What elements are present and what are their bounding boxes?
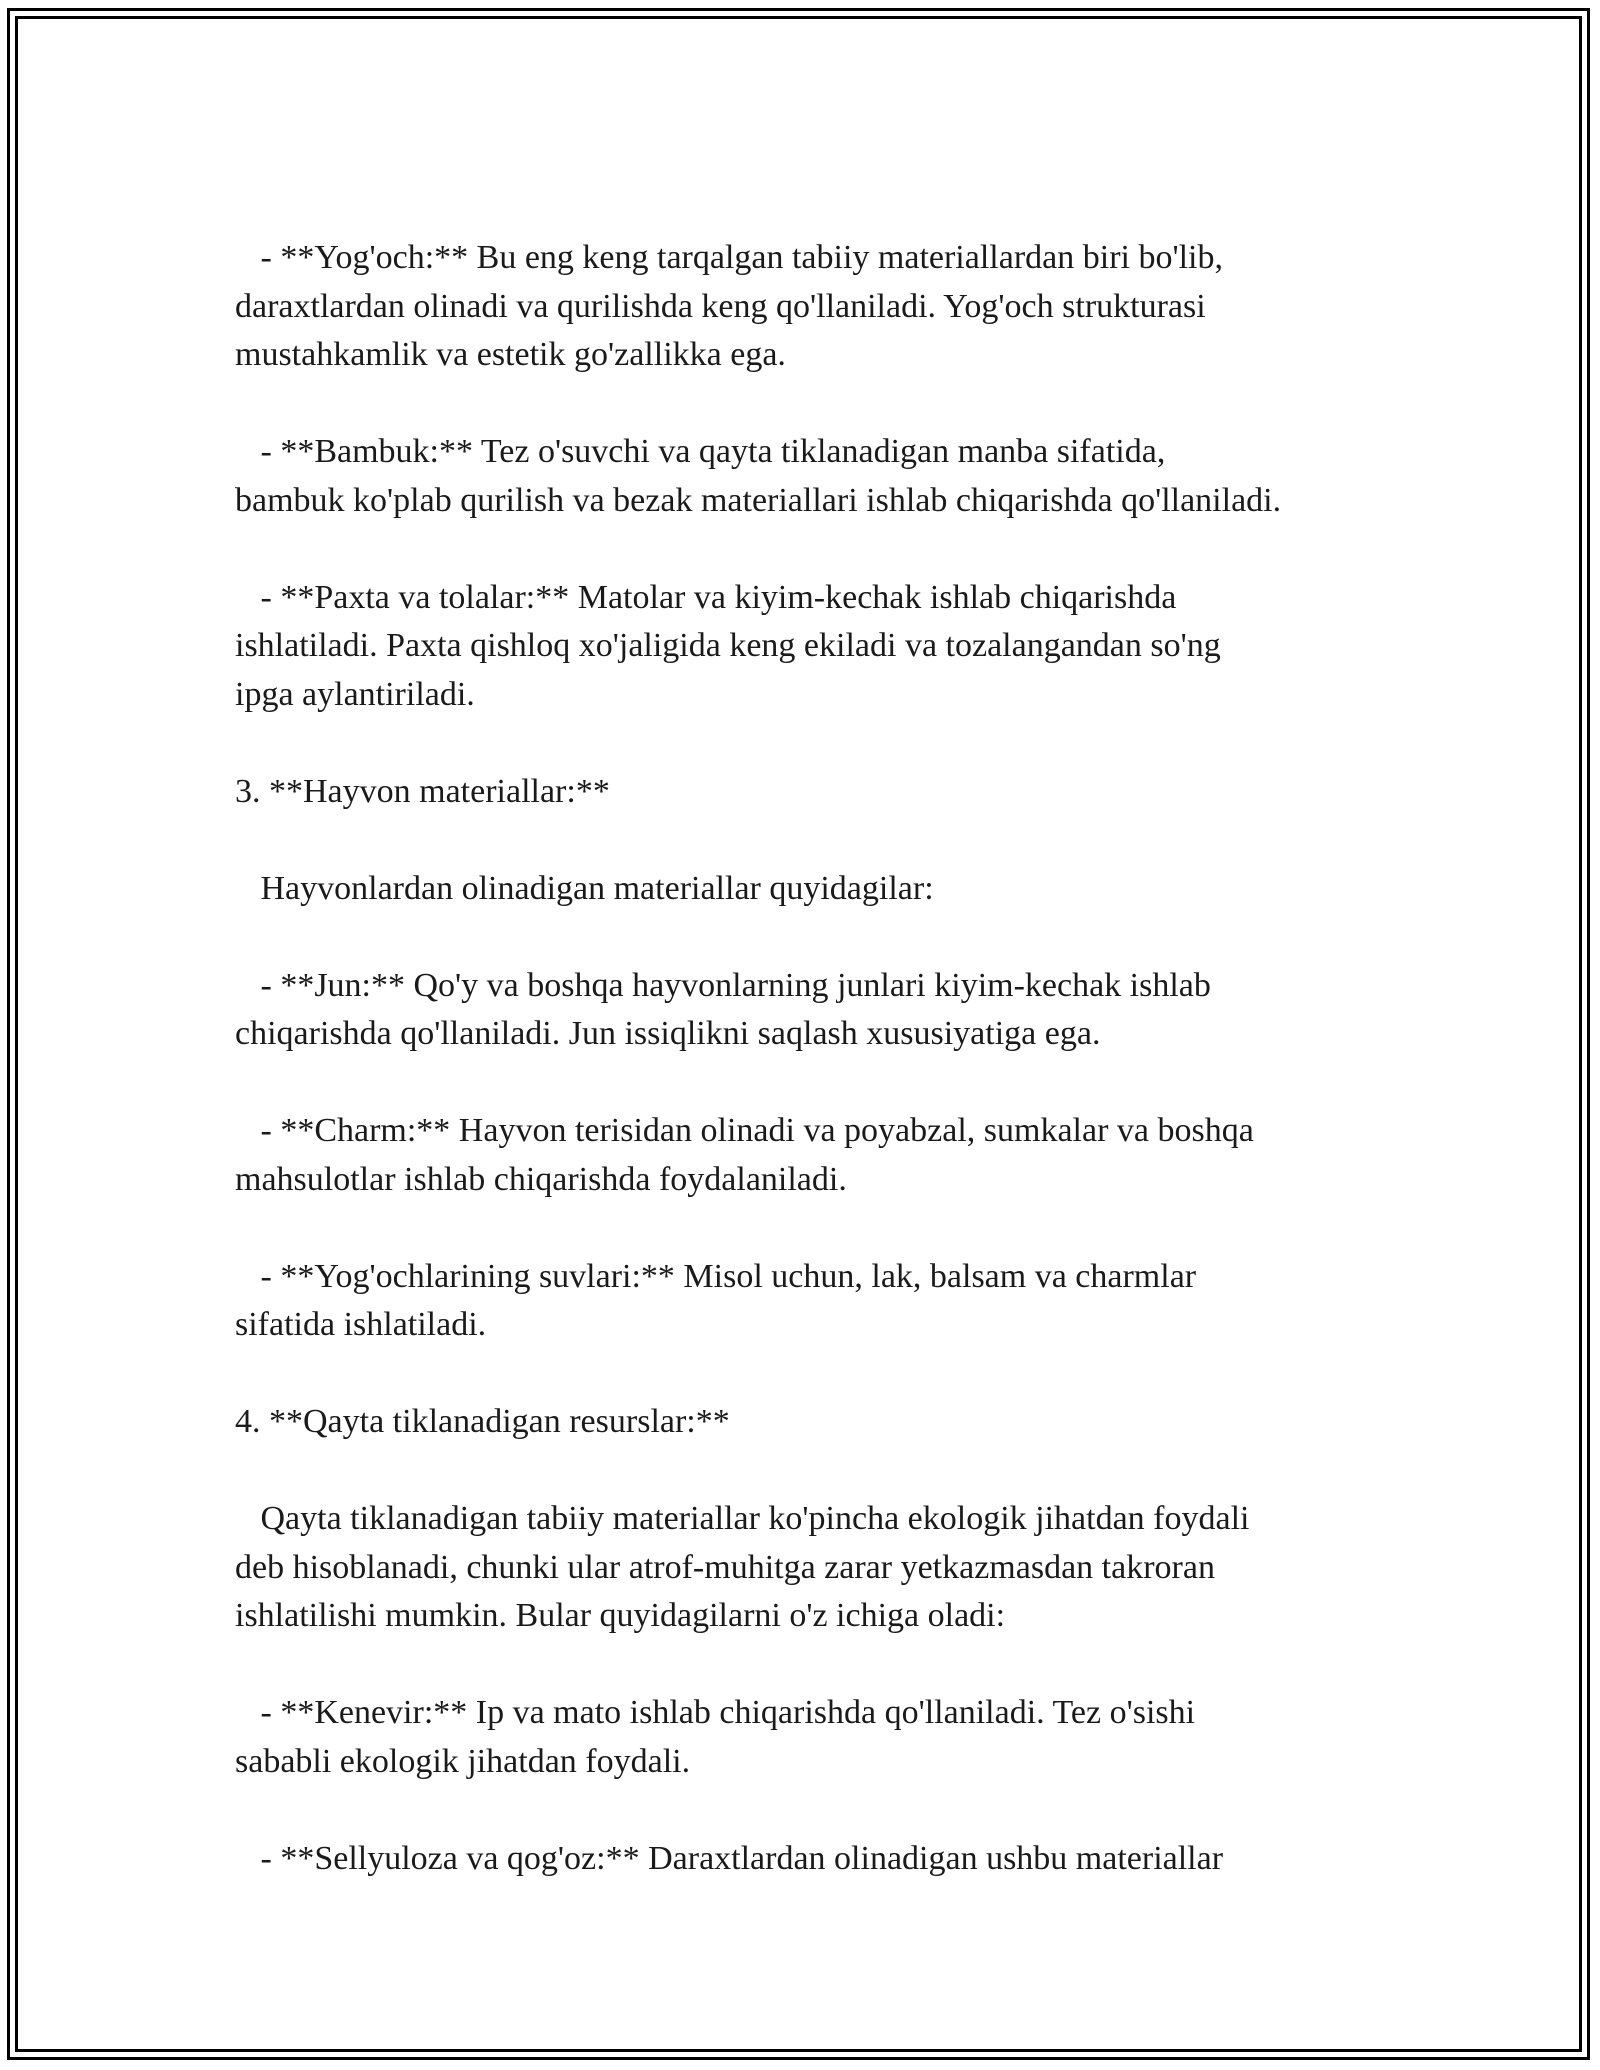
text-line: Qayta tiklanadigan tabiiy materiallar ko'pincha ekologik jihatdan foydali	[235, 1500, 1250, 1537]
document-body	[235, 234, 1385, 1883]
document-paragraph	[235, 234, 1385, 380]
document-paragraph	[235, 1835, 1385, 1884]
text-line: 4. **Qayta tiklanadigan resurslar:**	[235, 1403, 730, 1440]
document-paragraph	[235, 1253, 1385, 1350]
text-line: chiqarishda qo'llaniladi. Jun issiqlikni saqlash xususiyatiga ega.	[235, 1015, 1101, 1052]
text-line: - **Paxta va tolalar:** Matolar va kiyim-kechak ishlab chiqarishda	[235, 578, 1177, 616]
text-line: 3. **Hayvon materiallar:**	[235, 772, 610, 810]
document-paragraph	[235, 1398, 1385, 1447]
text-line: daraxtlardan olinadi va qurilishda keng qo'llaniladi. Yog'och strukturasi	[235, 287, 1206, 325]
document-paragraph	[235, 962, 1385, 1059]
text-line: - **Bambuk:** Tez o'suvchi va qayta tiklanadigan manba sifatida,	[235, 433, 1166, 470]
text-line: ipga aylantiriladi.	[235, 675, 475, 713]
document-paragraph	[235, 1107, 1385, 1204]
text-line: sifatida ishlatiladi.	[235, 1306, 487, 1343]
text-line: - **Charm:** Hayvon terisidan olinadi va poyabzal, sumkalar va boshqa	[235, 1112, 1254, 1149]
text-line: ishlatilishi mumkin. Bular quyidagilarni o'z ichiga oladi:	[235, 1597, 1006, 1634]
text-line: - **Kenevir:** Ip va mato ishlab chiqarishda qo'llaniladi. Tez o'sishi	[235, 1694, 1196, 1731]
text-line: - **Sellyuloza va qog'oz:** Daraxtlardan olinadigan ushbu materiallar	[235, 1839, 1224, 1877]
text-line: mustahkamlik va estetik go'zallikka ega.	[235, 336, 786, 373]
text-line: deb hisoblanadi, chunki ular atrof-muhitga zarar yetkazmasdan takroran	[235, 1548, 1215, 1586]
document-paragraph	[235, 428, 1385, 525]
text-line: - **Jun:** Qo'y va boshqa hayvonlarning junlari kiyim-kechak ishlab	[235, 966, 1211, 1004]
document-paragraph	[235, 1689, 1385, 1786]
text-line: - **Yog'ochlarining suvlari:** Misol uchun, lak, balsam va charmlar	[235, 1257, 1197, 1295]
text-line: ishlatiladi. Paxta qishloq xo'jaligida keng ekiladi va tozalangandan so'ng	[235, 627, 1221, 664]
text-line: Hayvonlardan olinadigan materiallar quyidagilar:	[235, 869, 934, 907]
text-line: sababli ekologik jihatdan foydali.	[235, 1742, 691, 1780]
text-line: bambuk ko'plab qurilish va bezak materiallari ishlab chiqarishda qo'llaniladi.	[235, 481, 1282, 519]
document-paragraph	[235, 574, 1385, 720]
text-line: mahsulotlar ishlab chiqarishda foydalaniladi.	[235, 1160, 847, 1198]
document-paragraph	[235, 865, 1385, 914]
text-line: - **Yog'och:** Bu eng keng tarqalgan tabiiy materiallardan biri bo'lib,	[235, 239, 1223, 276]
document-paragraph	[235, 1495, 1385, 1641]
document-paragraph	[235, 768, 1385, 817]
